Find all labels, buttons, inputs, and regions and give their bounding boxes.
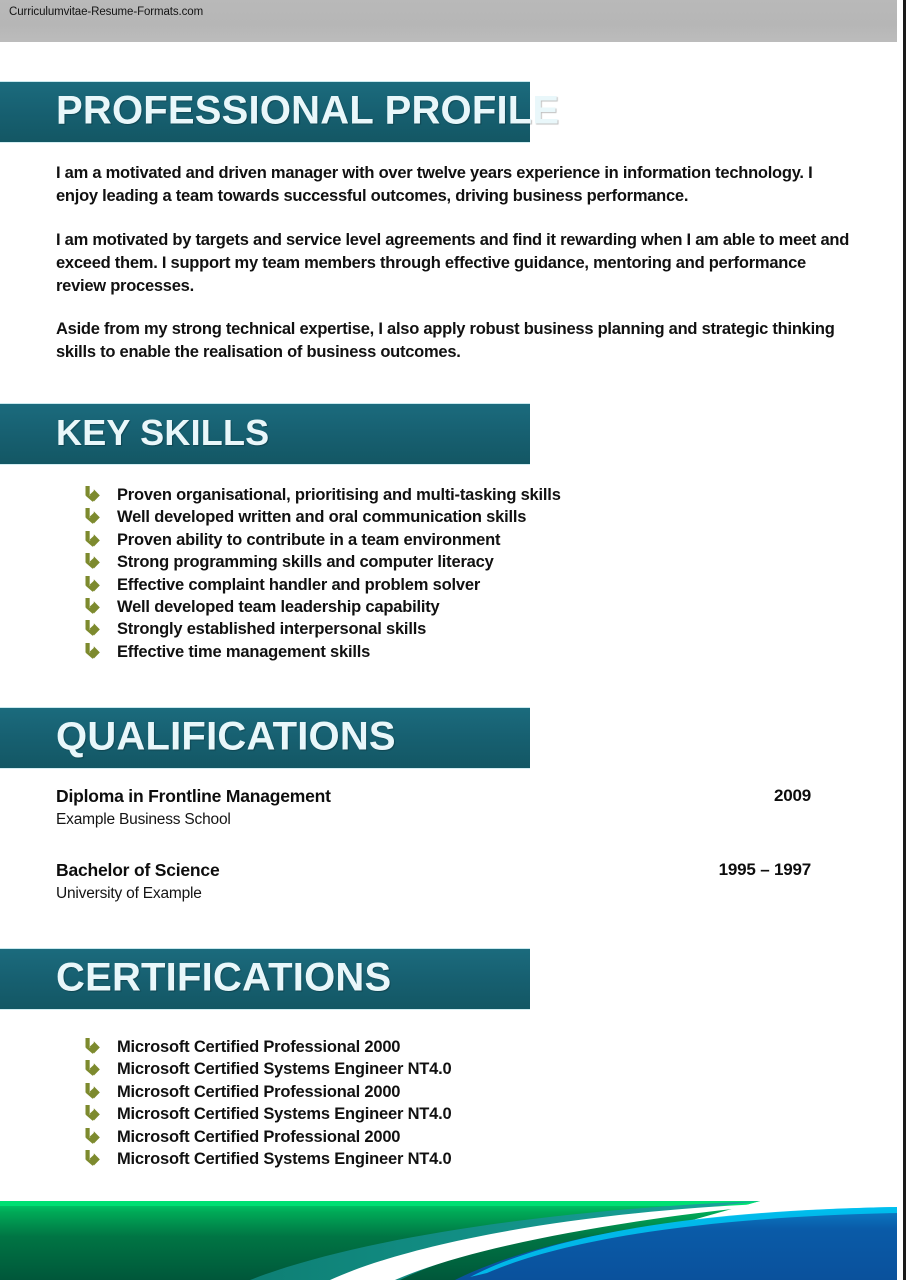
key-skills-list bbox=[84, 484, 561, 663]
list-item bbox=[84, 1036, 452, 1058]
section-bar-certifications bbox=[0, 949, 530, 1009]
list-item bbox=[84, 1103, 452, 1125]
qualification-institution: University of Example bbox=[56, 885, 202, 902]
footer-decorative-graphic bbox=[0, 1185, 897, 1280]
list-item bbox=[84, 1081, 452, 1103]
section-bar-professional-profile bbox=[0, 82, 560, 142]
arrow-down-right-icon bbox=[84, 1082, 101, 1100]
section-heading-qualifications: QUALIFICATIONS bbox=[56, 714, 396, 759]
qualification-institution: Example Business School bbox=[56, 811, 231, 828]
qualification-date: 1995 – 1997 bbox=[718, 860, 811, 879]
watermark-bar bbox=[0, 0, 897, 42]
list-item bbox=[84, 574, 561, 596]
profile-paragraph-3: Aside from my strong technical expertise, I also apply robust business planning and strategic thinking skills to enable the realisation of business outcomes. bbox=[56, 320, 835, 361]
section-heading-key-skills: KEY SKILLS bbox=[56, 412, 270, 454]
arrow-down-right-icon bbox=[84, 619, 101, 637]
list-item bbox=[84, 529, 561, 551]
key-skill-label: Well developed written and oral communication skills bbox=[117, 508, 527, 527]
arrow-down-right-icon bbox=[84, 1127, 101, 1145]
list-item bbox=[84, 1148, 452, 1170]
list-item bbox=[84, 596, 561, 618]
list-item bbox=[84, 1126, 452, 1148]
list-item bbox=[84, 506, 561, 528]
arrow-down-right-icon bbox=[84, 507, 101, 525]
section-bar-key-skills bbox=[0, 404, 530, 464]
key-skill-label: Strongly established interpersonal skills bbox=[117, 620, 427, 639]
key-skill-label: Strong programming skills and computer literacy bbox=[117, 553, 494, 572]
list-item bbox=[84, 1058, 452, 1080]
arrow-down-right-icon bbox=[84, 1149, 101, 1167]
arrow-down-right-icon bbox=[84, 530, 101, 548]
qualification-entry bbox=[56, 786, 851, 829]
section-heading-certifications: CERTIFICATIONS bbox=[56, 955, 392, 1000]
list-item bbox=[84, 641, 561, 663]
qualification-date: 2009 bbox=[773, 786, 811, 805]
arrow-down-right-icon bbox=[84, 1059, 101, 1077]
profile-paragraph-2: I am motivated by targets and service level agreements and find it rewarding when I am able to meet and exceed them. I support my team members through effective guidance, mentoring and performance review processes. bbox=[56, 231, 850, 295]
profile-paragraph-1: I am a motivated and driven manager with over twelve years experience in information technology. I enjoy leading a team towards successful outcomes, driving business performance. bbox=[56, 164, 813, 205]
certification-label: Microsoft Certified Professional 2000 bbox=[117, 1038, 401, 1056]
arrow-down-right-icon bbox=[84, 552, 101, 570]
certification-label: Microsoft Certified Professional 2000 bbox=[117, 1127, 401, 1146]
key-skill-label: Proven organisational, prioritising and multi-tasking skills bbox=[117, 486, 561, 504]
arrow-down-right-icon bbox=[84, 575, 101, 593]
certifications-list bbox=[84, 1036, 452, 1170]
arrow-down-right-icon bbox=[84, 597, 101, 615]
certification-label: Microsoft Certified Systems Engineer NT4.0 bbox=[117, 1105, 452, 1124]
certification-label: Microsoft Certified Systems Engineer NT4.0 bbox=[117, 1150, 452, 1169]
qualification-title: Diploma in Frontline Management bbox=[56, 786, 331, 806]
arrow-down-right-icon bbox=[84, 485, 101, 503]
arrow-down-right-icon bbox=[84, 1104, 101, 1122]
qualification-entry bbox=[56, 860, 851, 903]
key-skill-label: Proven ability to contribute in a team environment bbox=[117, 530, 501, 549]
list-item bbox=[84, 618, 561, 640]
key-skill-label: Effective time management skills bbox=[117, 642, 371, 661]
certification-label: Microsoft Certified Systems Engineer NT4.0 bbox=[117, 1060, 452, 1079]
key-skill-label: Effective complaint handler and problem solver bbox=[117, 575, 481, 594]
arrow-down-right-icon bbox=[84, 1037, 101, 1055]
key-skill-label: Well developed team leadership capability bbox=[117, 598, 440, 617]
section-heading-professional-profile: PROFESSIONAL PROFILE bbox=[56, 88, 560, 133]
list-item bbox=[84, 484, 561, 506]
certification-label: Microsoft Certified Professional 2000 bbox=[117, 1082, 401, 1101]
qualification-title: Bachelor of Science bbox=[56, 860, 220, 880]
list-item bbox=[84, 551, 561, 573]
arrow-down-right-icon bbox=[84, 642, 101, 660]
watermark-text: Curriculumvitae-Resume-Formats.com bbox=[9, 6, 204, 18]
section-bar-qualifications bbox=[0, 708, 530, 768]
